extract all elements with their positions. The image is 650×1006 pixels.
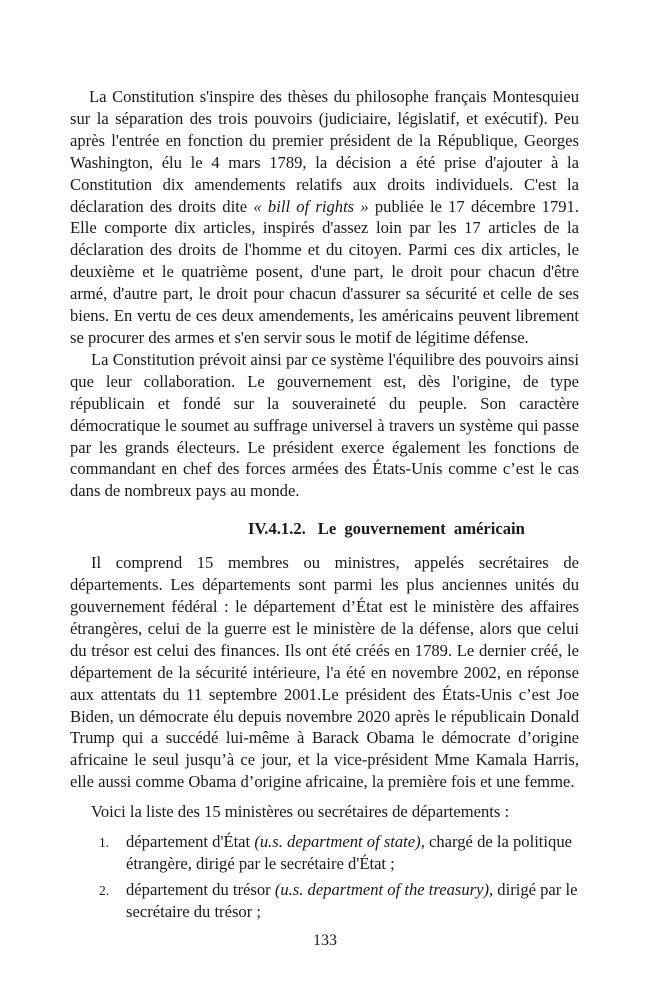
list-intro: Voici la liste des 15 ministères ou secrétaires de départements : [91,802,510,822]
section-title: Le gouvernement américain [317,519,525,539]
paragraph-constitution-montesquieu [70,86,579,349]
section-number: IV.4.1.2. [248,519,306,539]
ministries-list [70,831,579,923]
list-item-emphasis: (u.s. department of the treasury) [274,879,489,899]
list-item-text: , dirigé par le secrétaire du trésor ; [126,879,578,921]
list-marker: 1. [99,835,110,851]
paragraph-text: La Constitution s'inspire des thèses du philosophe français Montesquieu sur la séparation des trois pouvoirs (judiciaire, législatif, et exécutif). Peu après l'entrée en fonction du premier président de la République, Georges Washington, élu le 4 mars 1789, la décision a été prise d'ajouter à la Constitution dix amendements relatifs aux droits individuels. C'est la déclaration des droits dite [70,87,579,216]
page-number: 133 [313,932,337,949]
section-heading [70,518,579,539]
list-marker: 2. [99,882,110,898]
paragraph-text: publiée le 17 décembre 1791. Elle comporte dix articles, inspirés d'assez loin par les 17 articles de la déclaration des droits de l'homme et du citoyen. Parmi ces dix articles, le deuxième et le quatrième posent, d'une part, le droit pour chacun d'être armé, d'autre part, le droit pour chacun d'assurer sa sécurité et celle de ses biens. En vertu de ces deux amendements, les américains peuvent librement se procurer des armes et s'en servir sous le motif de légitime défense. [70,196,579,347]
list-item [70,831,579,875]
paragraph-gouvernement: Il comprend 15 membres ou ministres, appelés secrétaires de départements. Les départements sont parmi les plus anciennes unités du gouvernement fédéral : le département d’État est le ministère des affaires étrangères, celui de la guerre est le ministère de la défense, alors que celui du trésor est celui des finances. Ils ont été créés en 1789. Le dernier créé, le département de la sécurité intérieure, l'a été en novembre 2002, en réponse aux attentats du 11 septembre 2001.Le président des États-Unis c’est Joe Biden, un démocrate élu depuis novembre 2020 après le républicain Donald Trump qui a succédé lui-même à Barack Obama le démocrate d’origine africaine le seul jusqu’à ce jour, et la vice-président Mme Kamala Harris, elle aussi comme Obama d’origine africaine, la première fois et une femme. [70,553,579,792]
list-item-emphasis: (u.s. department of state) [254,832,421,852]
list-item-text: , chargé de la politique étrangère, dirigé par le secrétaire d'État ; [126,832,572,873]
page-body [70,86,579,927]
paragraph-equilibre-pouvoirs: La Constitution prévoit ainsi par ce système l'équilibre des pouvoirs ainsi que leur collaboration. Le gouvernement est, dès l'origine, de type républicain et fondé sur la souveraineté du peuple. Son caractère démocratique le soumet au suffrage universel à travers un système qui passe par les grands électeurs. Le président exerce également les fonctions de commandant en chef des forces armées des États-Unis comme c’est le cas dans de nombreux pays au monde. [70,349,579,501]
list-item-text: département d'État [126,832,255,852]
emphasis-bill-of-rights: « bill of rights » [253,196,369,216]
list-item-text: département du trésor [126,879,275,899]
list-item [70,879,579,923]
